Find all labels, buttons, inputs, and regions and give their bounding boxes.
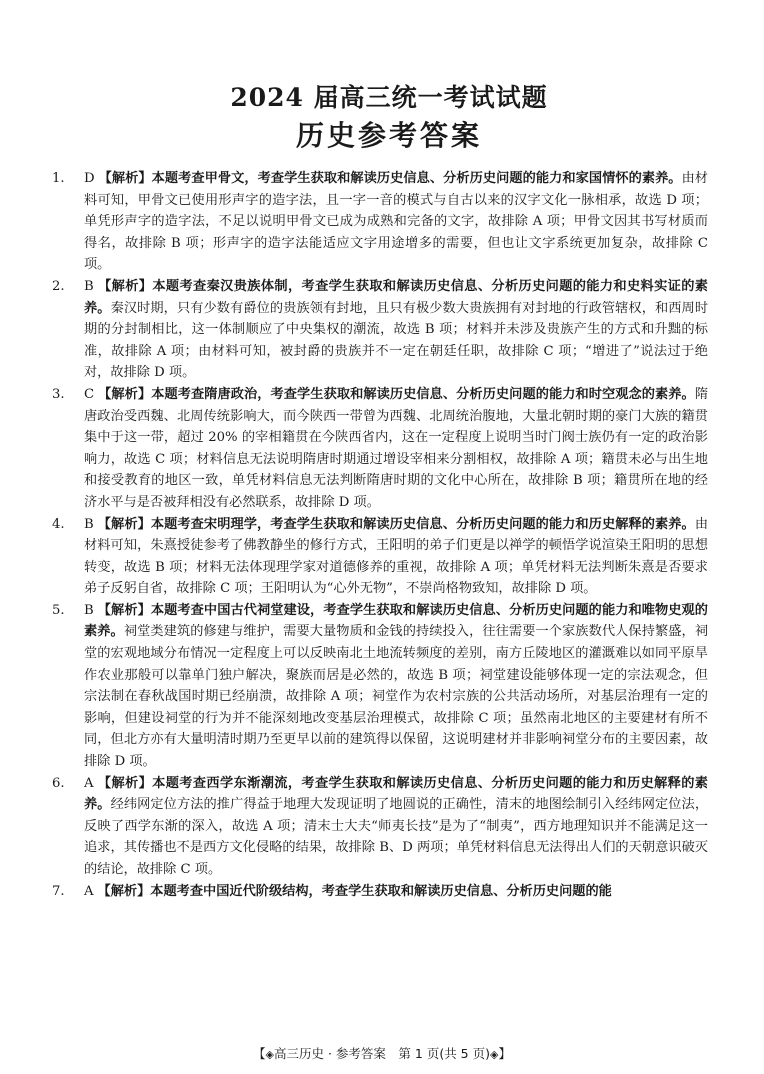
answer-item-6	[52, 773, 709, 881]
page-footer	[0, 1044, 764, 1062]
diamond-icon: ◈	[489, 1048, 499, 1061]
answer-lead: 【解析】本题考查宋明理学，考查学生获取和解读历史信息、分析历史问题的能力和历史解释的素养。	[97, 516, 695, 532]
answer-item-1	[52, 168, 708, 276]
answer-body: 经纬网定位方法的推广得益于地理大发现证明了地圆说的正确性，清末的地图绘制引入经纬网定位法，反映了西学东渐的深入，故选 A 项；清末士大夫“师夷长技”是为了“制夷”，西方地理知识并不能满足这一追求，其传播也不是西方文化侵略的结果，故排除 B、D 两项；单凭材料信息无法得出人们的天朝意识破灭的结论，故排除 C 项。	[84, 797, 709, 877]
answer-item-4	[52, 514, 708, 600]
answer-choice: A	[84, 883, 94, 899]
answer-item-3	[52, 384, 708, 514]
answer-item-7	[52, 881, 708, 903]
answer-item-2	[52, 276, 709, 384]
answer-number: 4.	[52, 516, 65, 532]
answer-lead: 【解析】本题考查中国古代祠堂建设，考查学生获取和解读历史信息、分析历史问题的能力和唯物史观的素养。	[84, 602, 708, 640]
answer-body: 由材料可知，朱熹授徒参考了佛教静坐的修行方式，王阳明的弟子们更是以禅学的顿悟学说渲染王阳明的思想转变，故选 B 项；材料无法体现理学家对道德修养的重视，故排除 A 项；单凭材料无法判断朱熹是否要求弟子反躬自省，故排除 C 项；王阳明认为“心外无物”，不崇尚格物致知，故排除 D 项。	[84, 516, 708, 597]
exam-title: 2024 届高三统一考试试题	[230, 83, 548, 112]
answer-body: 祠堂类建筑的修建与维护，需要大量物质和金钱的持续投入，往往需要一个家族数代人保持繁盛，祠堂的宏观地域分布情况一定程度上可以反映南北土地流转频度的差别，南方丘陵地区的灌溉难以如同平原旱作农业那般可以靠单门独户解决，聚族而居是必然的，故选 B 项；祠堂建设能够体现一定的宗法观念，但宗法制在春秋战国时期已经崩溃，故排除 A 项；祠堂作为农村宗族的公共活动场所，对基层治理有一定的影响，但建设祠堂的行为并不能深刻地改变基层治理模式，故排除 C 项；虽然南北地区的主要建材有所不同，但北方亦有大量明清时期乃至更早以前的建筑得以保留，这说明建材并非影响祠堂分布的主要因素，故排除 D 项。	[84, 624, 709, 770]
answer-body: 由材料可知，甲骨文已使用形声字的造字法，且一字一音的模式与自古以来的汉字文化一脉相承，故选 D 项；单凭形声字的造字法，不足以说明甲骨文已成为成熟和完备的文字，故排除 A 项；甲骨文因其书写材质而得名，故排除 B 项；形声字的造字法能适应文字用途增多的需要，但也让文字系统更加复杂，故排除 C 项。	[84, 171, 708, 273]
answer-number: 2.	[52, 278, 65, 294]
answer-number: 5.	[52, 602, 65, 618]
answer-lead: 【解析】本题考查中国近代阶级结构，考查学生获取和解读历史信息、分析历史问题的能	[97, 883, 612, 899]
answer-choice: A	[84, 775, 94, 791]
answer-lead: 【解析】本题考查西学东渐潮流，考查学生获取和解读历史信息、分析历史问题的能力和历史解释的素养。	[84, 775, 708, 813]
diamond-icon: ◈	[265, 1048, 274, 1061]
answer-body: 秦汉时期，只有少数有爵位的贵族领有封地，且只有极少数大贵族拥有对封地的行政管辖权，和西周时期的分封制相比，这一体制顺应了中央集权的潮流，故选 B 项；材料并未涉及贵族产生的方式和升黜的标准，故排除 A 项；由材料可知，被封爵的贵族并不一定在朝廷任职，故排除 C 项；“增进了”说法过于绝对，故排除 D 项。	[84, 300, 709, 381]
answer-choice: B	[84, 516, 94, 532]
answer-choice: B	[84, 278, 94, 294]
answer-lead: 【解析】本题考查甲骨文，考查学生获取和解读历史信息、分析历史问题的能力和家国情怀的素养。	[98, 171, 682, 186]
answer-item-5	[52, 600, 709, 773]
answer-choice: B	[84, 602, 94, 618]
answer-choice: C	[84, 386, 95, 402]
footer-close-bracket: 】	[498, 1046, 511, 1061]
answer-choice: D	[84, 171, 95, 186]
footer-text: 高三历史 · 参考答案 第 1 页(共 5 页)	[274, 1046, 490, 1061]
answer-lead: 【解析】本题考查隋唐政治，考查学生获取和解读历史信息、分析历史问题的能力和时空观念的素养。	[98, 386, 695, 402]
answer-number: 6.	[52, 775, 65, 791]
answer-number: 7.	[52, 883, 65, 899]
answer-body: 隋唐政治受西魏、北周传统影响大，而今陕西一带曾为西魏、北周统治腹地，大量北朝时期的豪门大族的籍贯集中于这一带，超过 20% 的宰相籍贯在今陕西省内，这在一定程度上说明当时门阀士族仍有一定的政治影响力，故选 C 项；材料信息无法说明隋唐时期通过增设宰相来分割相权，故排除 A 项；籍贯未必与出生地和接受教育的地区一致，单凭材料信息无法判断隋唐时期的文化中心所在，故排除 B 项；籍贯所在地的经济水平与是否被拜相没有必然联系，故排除 D 项。	[84, 386, 708, 510]
answer-number: 1.	[52, 171, 65, 186]
answer-number: 3.	[52, 386, 65, 402]
answer-list	[52, 168, 709, 902]
footer-open-bracket: 【	[253, 1046, 266, 1061]
document-title: 历史参考答案	[295, 119, 482, 152]
answer-lead: 【解析】本题考查秦汉贵族体制，考查学生获取和解读历史信息、分析历史问题的能力和史料实证的素养。	[84, 278, 708, 316]
